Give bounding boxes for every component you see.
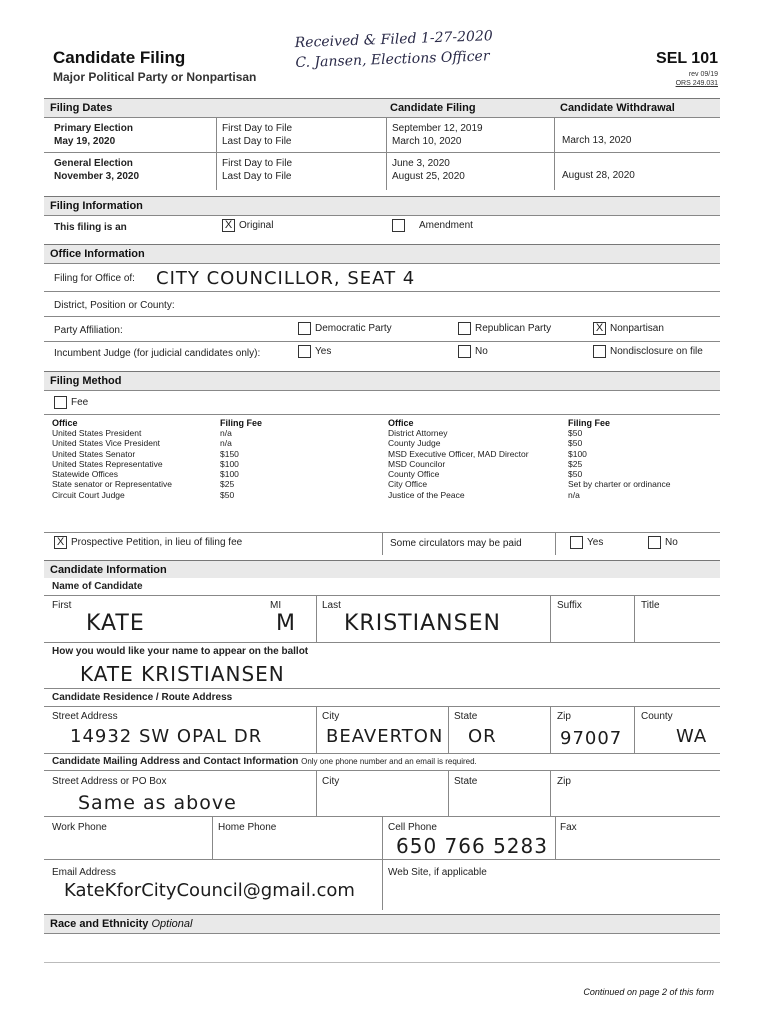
general-election xyxy=(54,157,139,183)
race-title: Race and Ethnicity xyxy=(50,918,149,930)
incumbent-no-option[interactable] xyxy=(458,345,488,358)
col-office: Office xyxy=(52,418,78,428)
mi-label: MI xyxy=(270,600,282,611)
county-label: County xyxy=(641,711,673,722)
fee-row xyxy=(52,490,382,500)
fee-row-fee: $100 xyxy=(220,458,239,469)
city-value[interactable]: BEAVERTON xyxy=(326,726,444,747)
fee-table-left xyxy=(52,418,382,500)
fee-row-office: United States Representative xyxy=(52,458,163,469)
fee-row-office: Statewide Offices xyxy=(52,469,118,480)
fee-row-fee: $100 xyxy=(568,448,587,459)
incumbent-yes-checkbox[interactable] xyxy=(298,345,311,358)
fee-row-office: District Attorney xyxy=(388,428,448,438)
nonpartisan-checkbox[interactable]: X xyxy=(593,322,606,335)
petition-label: Prospective Petition, in lieu of filing fee xyxy=(71,537,243,549)
fee-row-fee: n/a xyxy=(220,428,232,438)
primary-filing-dates xyxy=(392,122,483,148)
city-label: City xyxy=(322,711,340,722)
col-fee: Filing Fee xyxy=(568,418,611,428)
fee-row xyxy=(388,459,718,469)
filing-dates-header xyxy=(44,98,720,117)
fee-row-office: United States Senator xyxy=(52,448,136,459)
fax-label: Fax xyxy=(560,822,577,833)
primary-withdrawal: March 13, 2020 xyxy=(562,135,632,146)
email-value[interactable]: KateKforCityCouncil@gmail.com xyxy=(64,880,355,901)
suffix-label: Suffix xyxy=(557,600,582,611)
residence-header: Candidate Residence / Route Address xyxy=(52,692,233,703)
nondisclosure-label: Nondisclosure on file xyxy=(610,346,703,358)
general-date: November 3, 2020 xyxy=(54,171,140,182)
fee-checkbox[interactable] xyxy=(54,396,67,409)
mailing-note: Only one phone number and an email is required. xyxy=(301,757,477,766)
original-label: Original xyxy=(239,220,274,232)
incumbent-yes-label: Yes xyxy=(315,346,332,358)
filing-method-header: Filing Method xyxy=(44,371,720,390)
fee-row xyxy=(388,438,718,448)
fee-row-office: MSD Executive Officer, MAD Director xyxy=(388,448,529,459)
mail-zip-label: Zip xyxy=(557,776,571,787)
mail-state-label: State xyxy=(454,776,478,787)
fee-row-fee: $25 xyxy=(220,479,235,490)
fee-row xyxy=(52,459,382,469)
fee-row-fee: n/a xyxy=(220,438,232,449)
fee-row-fee: $50 xyxy=(568,438,583,449)
fee-row xyxy=(388,479,718,489)
fee-label: Fee xyxy=(71,397,89,409)
footer-continued: Continued on page 2 of this form xyxy=(583,987,714,997)
first-day-label: First Day to File xyxy=(222,123,293,134)
fee-option[interactable] xyxy=(54,396,88,409)
fee-row-office: Circuit Court Judge xyxy=(52,489,125,500)
nondisclosure-checkbox[interactable] xyxy=(593,345,606,358)
fee-row xyxy=(52,438,382,448)
democratic-label: Democratic Party xyxy=(315,323,392,335)
fee-row-office: City Office xyxy=(388,479,428,490)
home-phone-label: Home Phone xyxy=(218,822,277,833)
republican-checkbox[interactable] xyxy=(458,322,471,335)
website-label: Web Site, if applicable xyxy=(388,867,487,878)
fee-row-fee: $150 xyxy=(220,448,239,459)
petition-option[interactable] xyxy=(54,536,242,549)
democratic-option[interactable] xyxy=(298,322,392,335)
zip-label: Zip xyxy=(557,711,571,722)
nondisclosure-option[interactable] xyxy=(593,345,703,358)
general-label: General Election xyxy=(54,158,133,169)
fee-row xyxy=(388,449,718,459)
col-office: Office xyxy=(388,418,414,428)
title-label: Title xyxy=(641,600,660,611)
general-first-day: June 3, 2020 xyxy=(392,158,450,169)
fee-row xyxy=(52,428,382,438)
general-filing-dates xyxy=(392,157,465,183)
democratic-checkbox[interactable] xyxy=(298,322,311,335)
first-day-label: First Day to File xyxy=(222,158,293,169)
nonpartisan-option[interactable] xyxy=(593,322,664,335)
circulators-yes-label: Yes xyxy=(587,537,604,549)
fee-row-office: Justice of the Peace xyxy=(388,489,465,500)
fee-row-fee: Set by charter or ordinance xyxy=(568,479,671,490)
mail-street-label: Street Address or PO Box xyxy=(52,776,167,787)
fee-row-office: MSD Councilor xyxy=(388,458,446,469)
primary-election xyxy=(54,122,133,148)
form-subtitle: Major Political Party or Nonpartisan xyxy=(53,70,257,84)
last-day-label: Last Day to File xyxy=(222,171,292,182)
incumbent-no-label: No xyxy=(475,346,488,358)
nonpartisan-label: Nonpartisan xyxy=(610,323,664,335)
last-name-label: Last xyxy=(322,600,341,611)
original-checkbox[interactable]: X xyxy=(222,219,235,232)
office-label: Filing for Office of: xyxy=(54,273,135,284)
revision-date: rev 09/19 xyxy=(688,71,718,78)
last-day-label: Last Day to File xyxy=(222,136,292,147)
district-label: District, Position or County: xyxy=(54,300,175,311)
candidate-filing-col: Candidate Filing xyxy=(390,102,476,114)
fee-row-fee: $25 xyxy=(568,458,583,469)
filing-dates-title: Filing Dates xyxy=(50,102,113,114)
general-withdrawal: August 28, 2020 xyxy=(562,170,635,181)
race-header xyxy=(44,914,720,933)
general-day-labels xyxy=(222,157,292,183)
fee-row xyxy=(388,428,718,438)
fee-row xyxy=(388,490,718,500)
mail-city-label: City xyxy=(322,776,340,787)
fee-row xyxy=(52,469,382,479)
general-last-day: August 25, 2020 xyxy=(392,171,465,182)
email-label: Email Address xyxy=(52,867,116,878)
primary-date: May 19, 2020 xyxy=(54,136,116,147)
first-name-value[interactable]: KATE xyxy=(86,611,145,636)
incumbent-no-checkbox[interactable] xyxy=(458,345,471,358)
col-fee: Filing Fee xyxy=(220,418,263,428)
form-revision xyxy=(676,70,718,88)
office-value[interactable]: CITY COUNCILLOR, SEAT 4 xyxy=(156,268,416,289)
fee-row-office: United States President xyxy=(52,428,142,438)
fee-row-fee: n/a xyxy=(568,489,580,500)
amendment-option[interactable] xyxy=(392,219,473,232)
original-option[interactable] xyxy=(222,219,273,232)
county-value[interactable]: WA xyxy=(676,726,708,747)
street-value[interactable]: 14932 SW OPAL DR xyxy=(70,726,263,747)
ballot-name-value[interactable]: KATE KRISTIANSEN xyxy=(80,662,285,686)
mailing-header-row xyxy=(52,756,477,767)
republican-label: Republican Party xyxy=(475,323,552,335)
fee-row-fee: $50 xyxy=(568,428,583,438)
circulators-yes-option[interactable] xyxy=(570,536,603,549)
mailing-header: Candidate Mailing Address and Contact Information xyxy=(52,756,299,767)
fee-row-fee: $50 xyxy=(568,469,583,480)
this-filing-label: This filing is an xyxy=(54,222,127,233)
first-name-label: First xyxy=(52,600,72,611)
fee-row xyxy=(52,479,382,489)
ballot-name-label: How you would like your name to appear on the ballot xyxy=(52,646,309,657)
mail-street-value[interactable]: Same as above xyxy=(78,792,237,814)
circulators-no-label: No xyxy=(665,537,678,549)
cell-phone-value[interactable]: 650 766 5283 xyxy=(396,834,548,858)
stamp-officer: C. Jansen, Elections Officer xyxy=(295,48,490,72)
cell-phone-label: Cell Phone xyxy=(388,822,437,833)
ors-reference: ORS 249.031 xyxy=(675,80,718,87)
form-title: Candidate Filing xyxy=(53,48,186,67)
state-label: State xyxy=(454,711,478,722)
candidate-info-header: Candidate Information xyxy=(44,560,720,578)
primary-label: Primary Election xyxy=(54,123,133,134)
circulators-no-option[interactable] xyxy=(648,536,678,549)
fee-row-office: United States Vice President xyxy=(52,438,161,449)
zip-value[interactable]: 97007 xyxy=(560,728,623,749)
office-info-header: Office Information xyxy=(44,244,720,263)
amendment-label: Amendment xyxy=(419,220,473,232)
fee-row-fee: $100 xyxy=(220,469,239,480)
fee-row xyxy=(52,449,382,459)
circulators-label: Some circulators may be paid xyxy=(390,538,522,549)
fee-row-office: County Judge xyxy=(388,438,441,449)
petition-checkbox[interactable]: X xyxy=(54,536,67,549)
primary-last-day: March 10, 2020 xyxy=(392,136,462,147)
mi-value[interactable]: M xyxy=(276,611,296,636)
fee-row xyxy=(388,469,718,479)
incumbent-yes-option[interactable] xyxy=(298,345,331,358)
stamp-received: Received & Filed 1-27-2020 xyxy=(294,28,494,52)
race-optional: Optional xyxy=(151,918,193,930)
candidate-withdrawal-col: Candidate Withdrawal xyxy=(560,102,675,114)
fee-table-right xyxy=(388,418,718,500)
circulators-yes-checkbox[interactable] xyxy=(570,536,583,549)
incumbent-label: Incumbent Judge (for judicial candidates only): xyxy=(54,348,261,359)
fee-row-office: State senator or Representative xyxy=(52,479,173,490)
primary-first-day: September 12, 2019 xyxy=(392,123,483,134)
name-of-candidate: Name of Candidate xyxy=(52,581,143,592)
republican-option[interactable] xyxy=(458,322,551,335)
received-stamp xyxy=(294,23,585,73)
filing-info-header: Filing Information xyxy=(44,196,720,215)
fee-row-office: County Office xyxy=(388,469,440,480)
work-phone-label: Work Phone xyxy=(52,822,107,833)
form-id: SEL 101 xyxy=(656,50,718,67)
street-label: Street Address xyxy=(52,711,118,722)
last-name-value[interactable]: KRISTIANSEN xyxy=(344,611,501,636)
fee-row-fee: $50 xyxy=(220,489,235,500)
party-label: Party Affiliation: xyxy=(54,325,123,336)
state-value[interactable]: OR xyxy=(468,726,497,747)
circulators-no-checkbox[interactable] xyxy=(648,536,661,549)
amendment-checkbox[interactable] xyxy=(392,219,405,232)
primary-day-labels xyxy=(222,122,292,148)
